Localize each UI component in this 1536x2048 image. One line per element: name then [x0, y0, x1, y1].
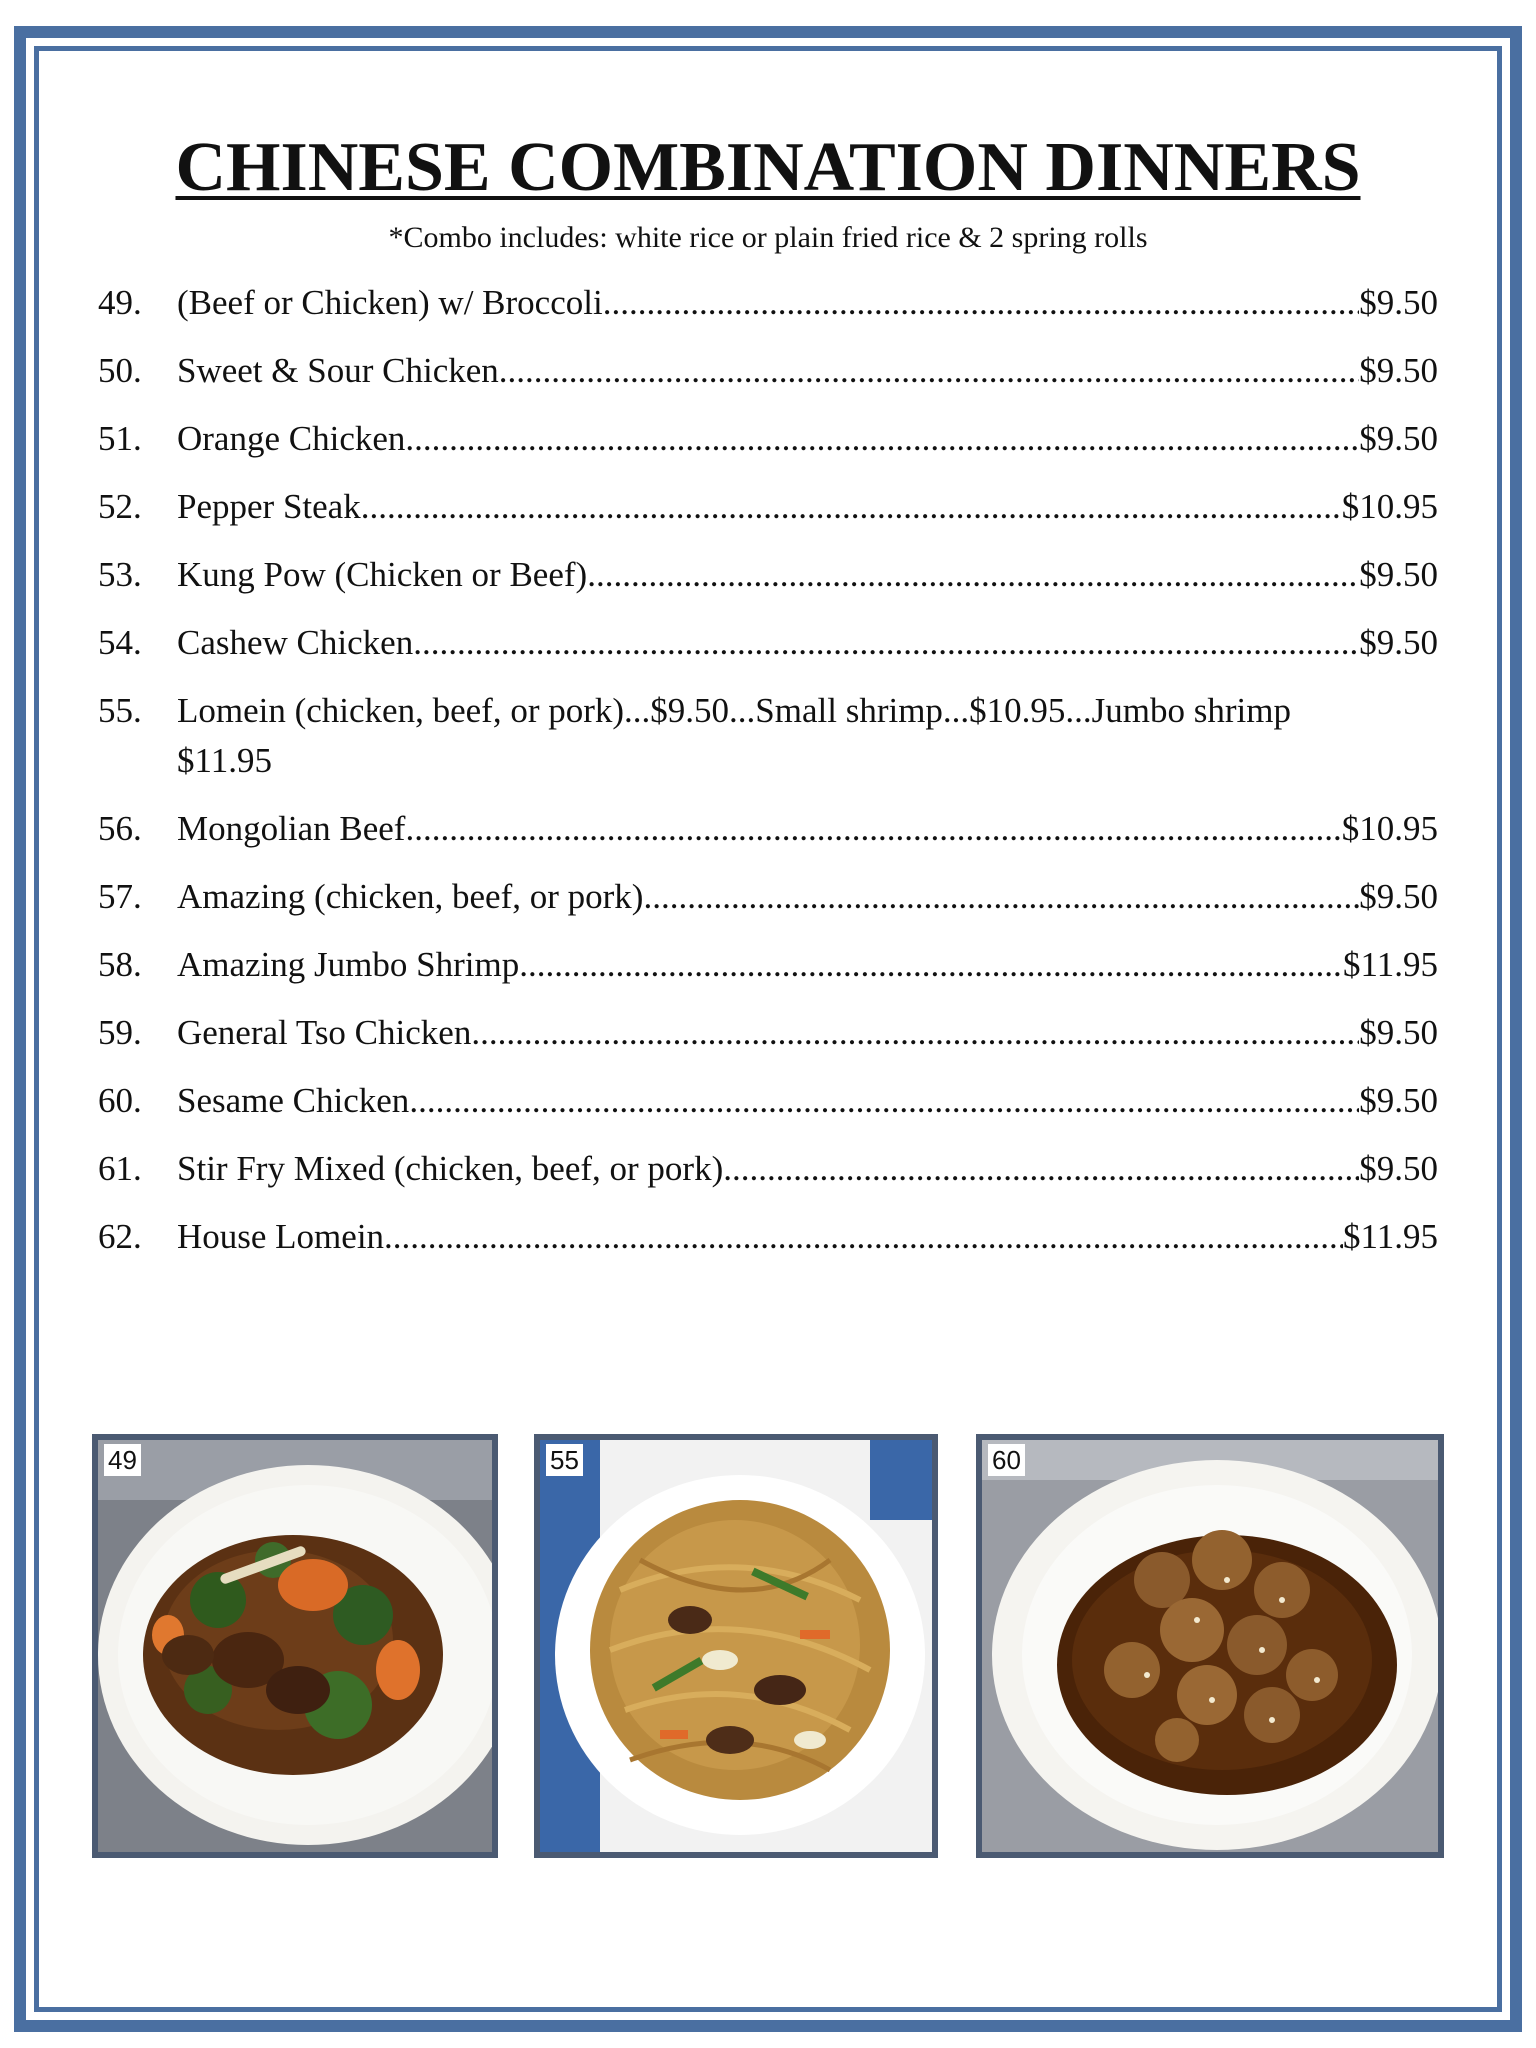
item-number: 51.: [98, 419, 142, 458]
item-name: Sesame Chicken: [177, 1081, 410, 1120]
item-number: 58.: [98, 945, 142, 984]
menu-item: [98, 550, 1438, 618]
beef-broccoli-photo: [92, 1434, 498, 1858]
item-price: $9.50: [1359, 283, 1438, 322]
dish-illustration: [982, 1440, 1438, 1852]
item-price: $9.50: [1359, 623, 1438, 662]
item-name: Mongolian Beef: [177, 809, 406, 848]
item-price: $9.50: [1359, 555, 1438, 594]
item-name: Amazing Jumbo Shrimp: [177, 945, 520, 984]
dot-leader: [587, 550, 1359, 600]
item-number: 61.: [98, 1149, 142, 1188]
lomein-photo: [534, 1434, 938, 1858]
menu-item: [98, 872, 1438, 940]
item-price: $10.95: [1341, 487, 1438, 526]
dish-illustration: [98, 1440, 492, 1852]
menu-item: [98, 1144, 1438, 1212]
dot-leader: [405, 414, 1359, 464]
item-price: $9.50: [1359, 877, 1438, 916]
item-name: Pepper Steak: [177, 487, 361, 526]
item-name: Cashew Chicken: [177, 623, 414, 662]
item-name: Amazing (chicken, beef, or pork): [177, 877, 644, 916]
dot-leader: [471, 1008, 1359, 1058]
item-number: 57.: [98, 877, 142, 916]
item-name: Kung Pow (Chicken or Beef): [177, 555, 588, 594]
combo-note: *Combo includes: white rice or plain fried rice & 2 spring rolls: [388, 221, 1148, 254]
menu-item: [98, 940, 1438, 1008]
dot-leader: [413, 618, 1359, 668]
item-name: Orange Chicken: [177, 419, 406, 458]
menu-item: [98, 414, 1438, 482]
dot-leader: [723, 1144, 1359, 1194]
menu-item: [98, 278, 1438, 346]
item-name: (Beef or Chicken) w/ Broccoli: [177, 283, 603, 322]
dish-illustration: [540, 1440, 932, 1852]
menu-item: [98, 1076, 1438, 1144]
menu-item: [98, 618, 1438, 686]
item-number: 52.: [98, 487, 142, 526]
dot-leader: [499, 346, 1359, 396]
item-name: Sweet & Sour Chicken: [177, 351, 499, 390]
item-price: $9.50: [1359, 419, 1438, 458]
item-price: $9.50: [1359, 1081, 1438, 1120]
menu-item: [98, 346, 1438, 414]
page-title: CHINESE COMBINATION DINNERS: [175, 129, 1361, 206]
item-price: $9.50: [1359, 1013, 1438, 1052]
menu-item: [98, 1008, 1438, 1076]
item-number: 60.: [98, 1081, 142, 1120]
photo-label: 55: [546, 1444, 583, 1476]
item-price: $10.95: [1341, 809, 1438, 848]
menu-item: [98, 804, 1438, 872]
item-name: Stir Fry Mixed (chicken, beef, or pork): [177, 1149, 724, 1188]
item-number: 50.: [98, 351, 142, 390]
item-name: House Lomein: [177, 1217, 385, 1256]
dot-leader: [603, 278, 1360, 328]
menu-item: [98, 482, 1438, 550]
item-number: 55.: [98, 691, 142, 730]
item-number: 49.: [98, 283, 142, 322]
photo-label: 49: [104, 1444, 141, 1476]
menu-item: [98, 686, 1438, 804]
dot-leader: [405, 804, 1341, 854]
dot-leader: [361, 482, 1342, 532]
item-number: 62.: [98, 1217, 142, 1256]
item-name: Lomein (chicken, beef, or pork)...$9.50...Small shrimp...$10.95...Jumbo shrimp $11.95: [177, 691, 1292, 780]
dot-leader: [384, 1212, 1343, 1262]
item-number: 53.: [98, 555, 142, 594]
item-price: $9.50: [1359, 1149, 1438, 1188]
menu-item: [98, 1212, 1438, 1280]
item-number: 54.: [98, 623, 142, 662]
item-price: $11.95: [1343, 945, 1438, 984]
item-price: $9.50: [1359, 351, 1438, 390]
item-number: 59.: [98, 1013, 142, 1052]
dot-leader: [409, 1076, 1359, 1126]
dot-leader: [643, 872, 1359, 922]
sesame-chicken-photo: [976, 1434, 1444, 1858]
photo-label: 60: [988, 1444, 1025, 1476]
dot-leader: [519, 940, 1343, 990]
item-number: 56.: [98, 809, 142, 848]
menu-list: [98, 278, 1438, 1280]
item-price: $11.95: [1343, 1217, 1438, 1256]
item-name: General Tso Chicken: [177, 1013, 472, 1052]
